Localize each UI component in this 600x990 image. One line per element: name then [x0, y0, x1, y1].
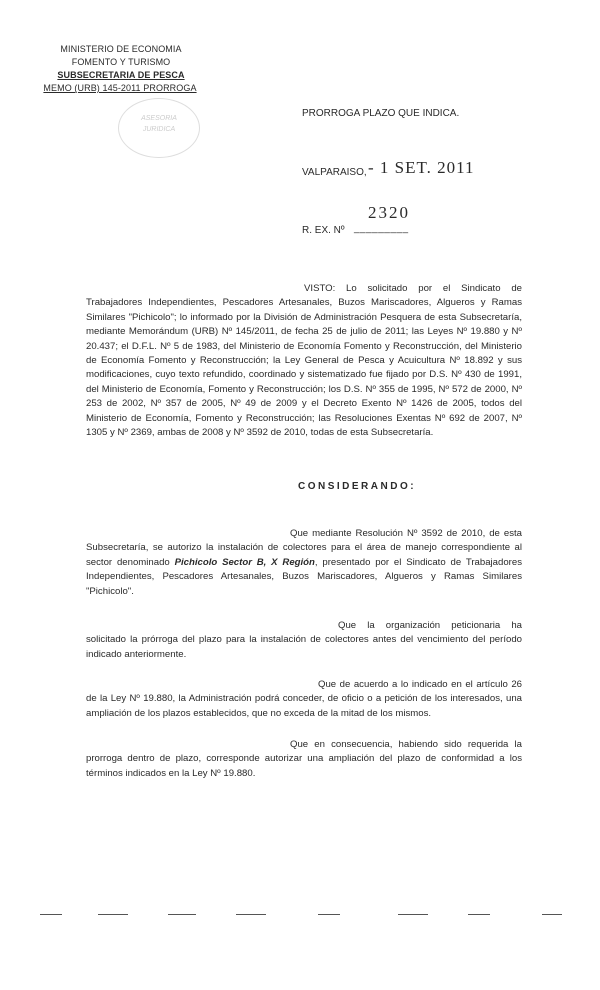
stamp-line-1: ASESORIA: [141, 115, 177, 122]
office-stamp: [118, 98, 200, 158]
dash-mark: [398, 914, 428, 915]
date-stamp: - 1 SET. 2011: [368, 158, 475, 177]
considerando-1-text-a: Que mediante Resolución Nº 3592 de 2010, de esta Subsecretaría, se autorizo la instalación de colectores para el área de manejo correspondiente al sector denominado: [86, 528, 522, 568]
visto-label: VISTO:: [304, 283, 336, 294]
dash-mark: [542, 914, 562, 915]
dash-mark: [236, 914, 266, 915]
memo-reference: MEMO (URB) 145-2011 PRORROGA: [43, 83, 197, 93]
stamp-line-2: JURIDICA: [142, 126, 176, 133]
dash-mark: [40, 914, 62, 915]
visto-text: Lo solicitado por el Sindicato de Trabajadores Independientes, Pescadores Artesanales, Buzos Mariscadores, Algueros y Ramas Similares "Pichicolo"; lo informado por la División de Administración Pesquera de esta Subsecretaría, mediante Memorándum (URB) Nº 145/2011, de fecha 25 de julio de 2011; las Leyes Nº 19.880 y Nº 20.437; el D.F.L. Nº 5 de 1983, del Ministerio de Economía Fomento y Reconstrucción, del Ministerio de Economía Fomento y Reconstrucción; la Ley General de Pesca y Acuicultura Nº 18.892 y sus modificaciones, cuyo texto refundido, coordinado y sistematizado fue fijado por D.S. Nº 430 de 1991, del Ministerio de Economía, Fomento y Reconstrucción; los D.S. Nº 355 de 1995, Nº 572 de 2000, Nº 253 de 2002, Nº 357 de 2005, Nº 49 de 2009 y el Decreto Exento Nº 1426 de 2005, todos del Ministerio de Economía, Fomento y Reconstrucción; las Resoluciones Exentas Nº 692 de 2007, Nº 1305 y Nº 2369, ambas de 2008 y Nº 3592 de 2010, todas de esta Subsecretaría.: [86, 283, 522, 439]
considerando-3: [86, 678, 522, 721]
considerando-3-text: Que de acuerdo a lo indicado en el artículo 26 de la Ley Nº 19.880, la Administración podrá conceder, de oficio o a petición de los interesados, una ampliación de los plazos establecidos, que no exceda de la mitad de los mismos.: [86, 679, 522, 719]
dash-mark: [468, 914, 490, 915]
dash-mark: [98, 914, 128, 915]
resolution-label: R. EX. Nº: [302, 225, 345, 236]
dash-mark: [318, 914, 340, 915]
place-label: VALPARAISO,: [302, 167, 367, 178]
considerando-2-text: Que la organización peticionaria ha solicitado la prórroga del plazo para la instalación de colectores antes del vencimiento del período indicado anteriormente.: [86, 620, 522, 660]
considerando-4-text: Que en consecuencia, habiendo sido requerida la prorroga dentro de plazo, corresponde autorizar una ampliación del plazo de conformidad a los términos indicados en la Ley Nº 19.880.: [86, 739, 522, 779]
ministry-line-2: FOMENTO Y TURISMO: [71, 57, 171, 67]
resolution-blank: _________: [354, 223, 409, 234]
considerando-1-text-b: , presentado por el Sindicato de Trabajadores Independientes, Pescadores Artesanales, Buzos Mariscadores, Algueros y Ramas Similares "Pichicolo".: [86, 556, 522, 597]
considerando-2: [86, 619, 522, 662]
considerando-heading: CONSIDERANDO:: [298, 481, 417, 492]
document-title: PRORROGA PLAZO QUE INDICA.: [302, 108, 460, 119]
resolution-number: 2320: [368, 203, 410, 222]
visto-paragraph: [86, 282, 522, 440]
dash-mark: [168, 914, 196, 915]
ministry-line-1: MINISTERIO DE ECONOMIA: [60, 44, 182, 54]
considerando-4: [86, 738, 522, 781]
considerando-1: [86, 527, 522, 599]
subsecretaria-label: SUBSECRETARIA DE PESCA: [57, 70, 185, 80]
considerando-1-sector: Pichicolo Sector B, X Región: [174, 556, 315, 568]
